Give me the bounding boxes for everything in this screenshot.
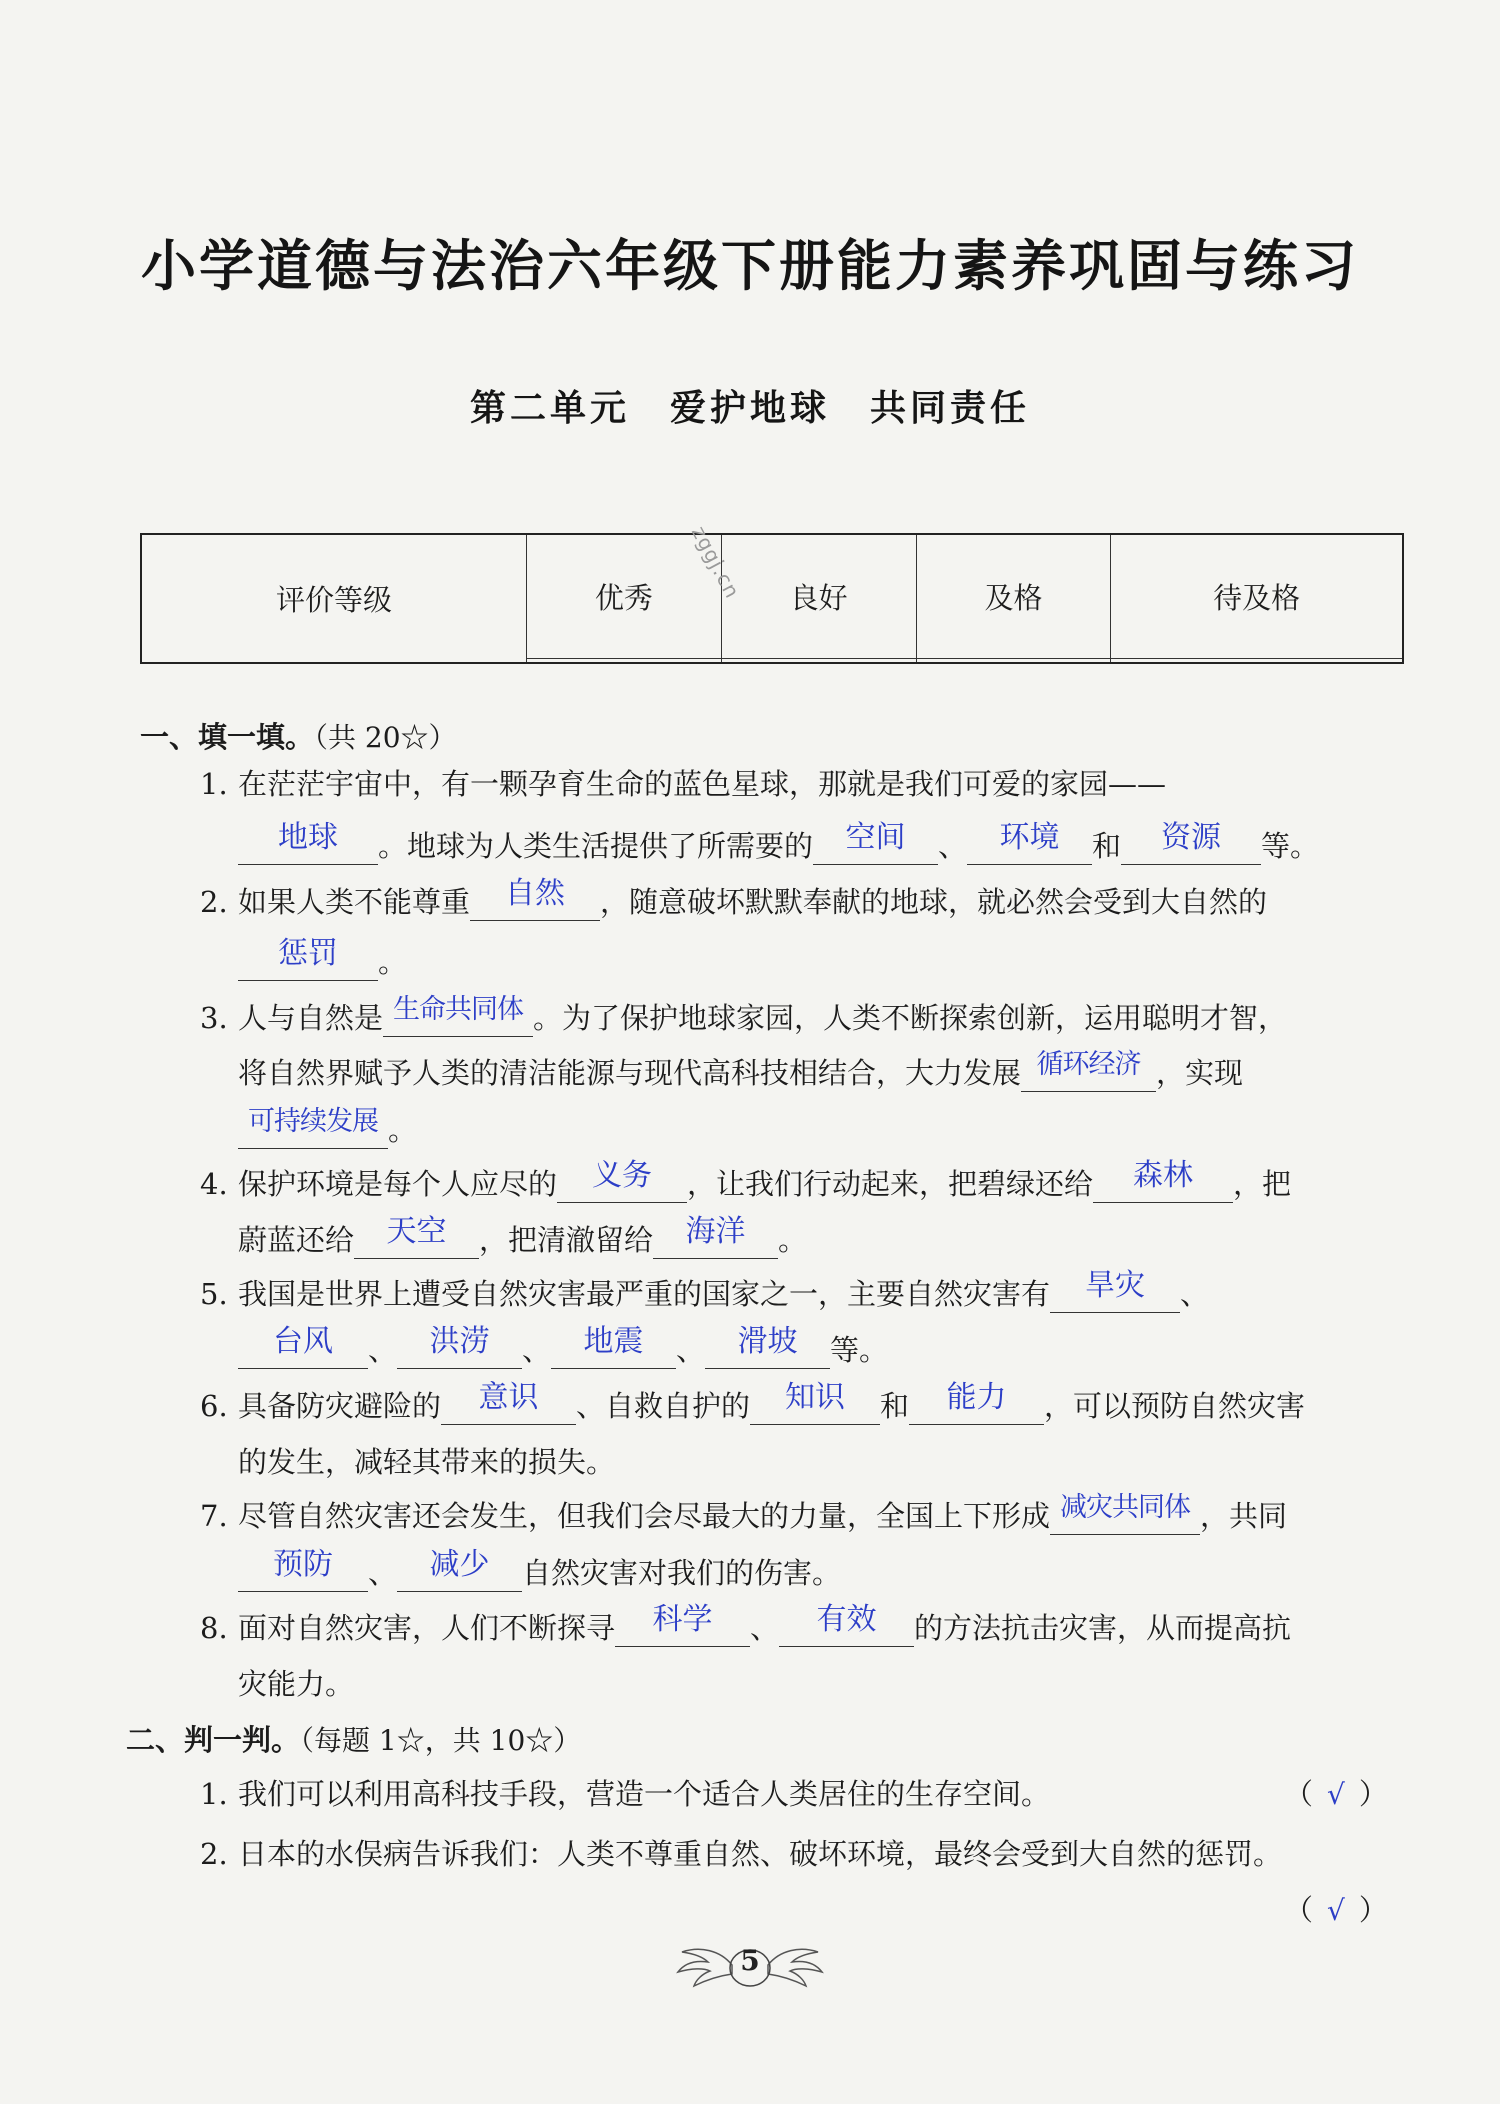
q4-line2: 蔚蓝还给 天空 ，把清澈留给 海洋 。 <box>238 1214 808 1257</box>
q1-line1: 1. 在茫茫宇宙中，有一颗孕育生命的蓝色星球，那就是我们可爱的家园—— <box>200 767 1167 801</box>
answer-text: 自然 <box>505 876 566 911</box>
page-number: 5 <box>740 1944 760 1977</box>
q8-line1: 8. 面对自然灾害，人们不断探寻 科学 、 有效 的方法抗击灾害，从而提高抗 <box>200 1602 1292 1645</box>
check-mark: √ <box>1327 1778 1345 1811</box>
answer-text: 空间 <box>845 820 906 855</box>
q3-line3: 可持续发展 。 <box>238 1112 417 1149</box>
q4-line1: 4. 保护环境是每个人应尽的 义务 ，让我们行动起来，把碧绿还给 森林 ，把 <box>200 1158 1292 1201</box>
grade-header: 及格 <box>916 534 1111 659</box>
answer-blank[interactable] <box>551 1324 676 1369</box>
question-number: 2. <box>200 1837 228 1871</box>
answer-blank[interactable] <box>615 1602 750 1647</box>
page-title: 小学道德与法治六年级下册能力素养巩固与练习 <box>140 234 1359 298</box>
answer-blank[interactable] <box>397 1547 522 1592</box>
question-number: 4. <box>200 1167 228 1201</box>
answer-text: 地球 <box>278 820 338 855</box>
answer-text: 旱灾 <box>1085 1268 1146 1303</box>
q7-line1: 7. 尽管自然灾害还会发生，但我们会尽最大的力量，全国上下形成 减灾共同体 ，共同 <box>200 1492 1288 1533</box>
answer-blank[interactable] <box>1093 1158 1233 1203</box>
q2-line1: 2. 如果人类不能尊重 自然 ，随意破坏默默奉献的地球，就必然会受到大自然的 <box>200 876 1268 919</box>
answer-blank[interactable] <box>470 876 600 921</box>
answer-blank[interactable] <box>354 1214 479 1259</box>
answer-text: 森林 <box>1133 1158 1194 1193</box>
judge-q1-answer[interactable]: （ √ ） <box>1284 1777 1388 1811</box>
answer-text: 地震 <box>583 1324 644 1359</box>
answer-blank[interactable] <box>557 1158 687 1203</box>
question-number: 2. <box>200 885 228 919</box>
q5-line1: 5. 我国是世界上遭受自然灾害最严重的国家之一，主要自然灾害有 旱灾 、 <box>200 1268 1210 1311</box>
answer-text: 减灾共同体 <box>1060 1492 1191 1523</box>
q2-line2: 惩罚 。 <box>238 944 407 981</box>
answer-blank[interactable] <box>238 936 378 981</box>
question-number: 8. <box>200 1611 228 1645</box>
answer-text: 台风 <box>273 1324 333 1359</box>
grade-header: 优秀 <box>527 534 722 659</box>
question-number: 7. <box>200 1499 228 1533</box>
answer-blank[interactable] <box>238 1106 388 1149</box>
question-number: 5. <box>200 1277 228 1311</box>
section-2-score-note: （每题 1☆，共 10☆） <box>300 1724 582 1757</box>
answer-text: 洪涝 <box>429 1324 490 1359</box>
judge-q2-answer[interactable]: （ √ ） <box>1284 1893 1388 1927</box>
answer-blank[interactable] <box>779 1602 914 1647</box>
grade-cell[interactable] <box>916 659 1111 663</box>
answer-text: 减少 <box>429 1547 490 1582</box>
section-1-title: 一、填一填。 <box>140 720 315 754</box>
section-1-score-note: （共 20☆） <box>314 721 457 754</box>
answer-blank[interactable] <box>238 1547 368 1592</box>
answer-text: 意识 <box>478 1380 539 1415</box>
question-number: 6. <box>200 1389 228 1423</box>
section-1-heading <box>140 715 457 756</box>
answer-blank[interactable] <box>909 1380 1044 1425</box>
q6-line1: 6. 具备防灾避险的 意识 、自救自护的 知识 和 能力 ，可以预防自然灾害 <box>200 1380 1306 1423</box>
answer-blank[interactable] <box>383 994 533 1037</box>
section-2-heading <box>126 1718 581 1759</box>
answer-blank[interactable] <box>1050 1492 1200 1535</box>
answer-blank[interactable] <box>967 820 1092 865</box>
q5-line2: 台风 、 洪涝 、 地震 、 滑坡 等。 <box>238 1332 888 1369</box>
answer-text: 有效 <box>816 1602 877 1637</box>
check-mark: √ <box>1327 1894 1345 1927</box>
judge-q2: 2. 日本的水俣病告诉我们：人类不尊重自然、破坏环境，最终会受到大自然的惩罚。 <box>200 1837 1283 1871</box>
answer-text: 循环经济 <box>1036 1049 1141 1080</box>
answer-blank[interactable] <box>1050 1268 1180 1313</box>
answer-text: 资源 <box>1161 820 1222 855</box>
answer-blank[interactable] <box>238 820 378 865</box>
section-2-title: 二、判一判。 <box>126 1723 301 1757</box>
grade-cell[interactable] <box>527 659 722 663</box>
grade-header: 待及格 <box>1111 534 1403 659</box>
q6-line2: 的发生，减轻其带来的损失。 <box>238 1445 616 1479</box>
answer-text: 可持续发展 <box>248 1106 378 1137</box>
q8-line2: 灾能力。 <box>238 1667 355 1701</box>
judge-q1: 1. 我们可以利用高科技手段，营造一个适合人类居住的生存空间。 <box>200 1777 1051 1811</box>
grade-cell[interactable] <box>1111 659 1403 663</box>
answer-blank[interactable] <box>813 820 938 865</box>
question-number: 3. <box>200 1001 228 1035</box>
q7-line2: 预防 、 减少 自然灾害对我们的伤害。 <box>238 1555 841 1592</box>
grade-header: 良好 <box>721 534 916 659</box>
evaluation-table <box>140 533 1404 664</box>
q1-line2: 地球 。地球为人类生活提供了所需要的 空间 、 环境 和 资源 等。 <box>238 828 1319 865</box>
question-number: 1. <box>200 767 228 801</box>
answer-text: 海洋 <box>685 1214 746 1249</box>
question-number: 1. <box>200 1777 228 1811</box>
answer-text: 预防 <box>273 1547 333 1582</box>
answer-text: 生命共同体 <box>393 994 524 1025</box>
answer-blank[interactable] <box>750 1380 880 1425</box>
answer-blank[interactable] <box>397 1324 522 1369</box>
answer-blank[interactable] <box>238 1324 368 1369</box>
watermark: zggj.cn <box>686 522 745 603</box>
answer-blank[interactable] <box>1121 820 1261 865</box>
unit-title: 第二单元 爱护地球 共同责任 <box>469 388 1030 429</box>
q3-line1: 3. 人与自然是 生命共同体 。为了保护地球家园，人类不断探索创新，运用聪明才智， <box>200 994 1288 1035</box>
q3-line2: 将自然界赋予人类的清洁能源与现代高科技相结合，大力发展 循环经济 ，实现 <box>238 1049 1244 1090</box>
answer-text: 科学 <box>652 1602 713 1637</box>
answer-text: 知识 <box>785 1380 846 1415</box>
answer-text: 惩罚 <box>278 936 338 971</box>
evaluation-label: 评价等级 <box>141 534 527 663</box>
answer-text: 天空 <box>386 1214 447 1249</box>
answer-text: 义务 <box>592 1158 653 1193</box>
answer-blank[interactable] <box>705 1324 830 1369</box>
answer-text: 能力 <box>946 1380 1007 1415</box>
grade-cell[interactable] <box>721 659 916 663</box>
answer-text: 滑坡 <box>737 1324 798 1359</box>
answer-blank[interactable] <box>653 1214 778 1259</box>
answer-blank[interactable] <box>1021 1049 1156 1092</box>
answer-blank[interactable] <box>441 1380 576 1425</box>
answer-text: 环境 <box>999 820 1060 855</box>
